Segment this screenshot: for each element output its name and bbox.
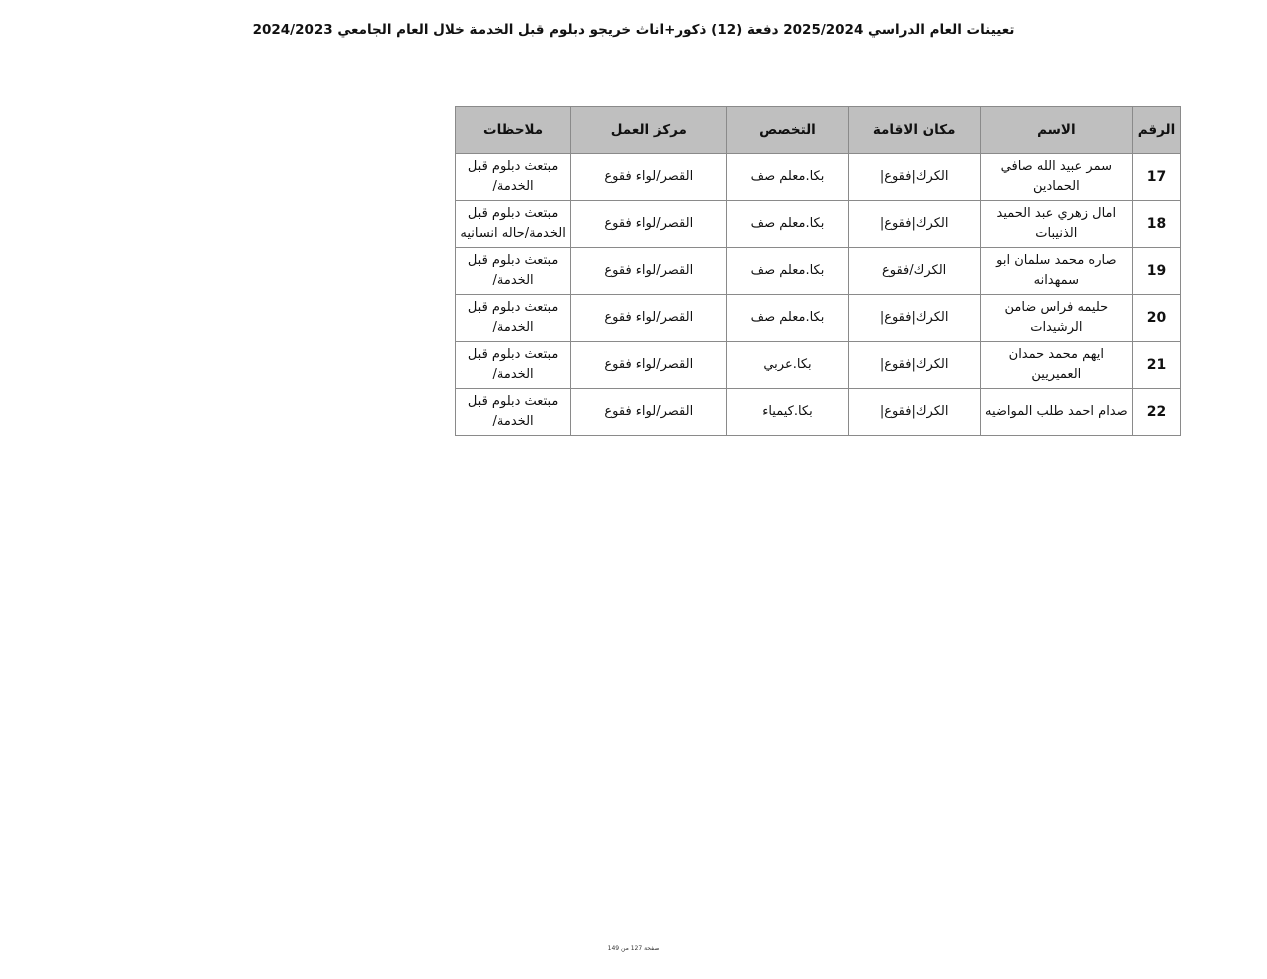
cell-workplace: القصر/لواء فقوع [571,295,727,342]
cell-specialty: بكا.معلم صف [727,201,848,248]
cell-residence: الكرك|فقوع| [848,154,980,201]
page-number-footer: صفحة 127 من 149 [607,945,660,952]
cell-workplace: القصر/لواء فقوع [571,389,727,436]
cell-residence: الكرك|فقوع| [848,295,980,342]
cell-notes: مبتعث دبلوم قبل الخدمة/حاله انسانيه [456,201,571,248]
header-workplace: مركز العمل [571,107,727,154]
cell-workplace: القصر/لواء فقوع [571,201,727,248]
cell-number: 22 [1132,389,1180,436]
cell-number: 21 [1132,342,1180,389]
header-notes: ملاحظات [456,107,571,154]
cell-notes: مبتعث دبلوم قبل الخدمة/ [456,342,571,389]
cell-workplace: القصر/لواء فقوع [571,342,727,389]
table-row [456,154,1181,201]
cell-notes: مبتعث دبلوم قبل الخدمة/ [456,248,571,295]
cell-specialty: بكا.كيمياء [727,389,848,436]
cell-notes: مبتعث دبلوم قبل الخدمة/ [456,295,571,342]
cell-workplace: القصر/لواء فقوع [571,154,727,201]
appointments-table [455,106,1181,436]
cell-name: صدام احمد طلب المواضيه [980,389,1132,436]
cell-specialty: بكا.معلم صف [727,154,848,201]
table-row [456,201,1181,248]
cell-workplace: القصر/لواء فقوع [571,248,727,295]
header-specialty: التخصص [727,107,848,154]
cell-number: 18 [1132,201,1180,248]
cell-number: 19 [1132,248,1180,295]
cell-specialty: بكا.عربي [727,342,848,389]
cell-number: 17 [1132,154,1180,201]
cell-name: صاره محمد سلمان ابو سمهدانه [980,248,1132,295]
cell-specialty: بكا.معلم صف [727,248,848,295]
cell-name: ايهم محمد حمدان العميريين [980,342,1132,389]
table-row [456,389,1181,436]
cell-name: امال زهري عبد الحميد الذنيبات [980,201,1132,248]
cell-name: حليمه فراس ضامن الرشيدات [980,295,1132,342]
table-row [456,295,1181,342]
header-residence: مكان الاقامة [848,107,980,154]
table-header-row [456,107,1181,154]
cell-specialty: بكا.معلم صف [727,295,848,342]
cell-number: 20 [1132,295,1180,342]
header-name: الاسم [980,107,1132,154]
cell-residence: الكرك|فقوع| [848,389,980,436]
cell-residence: الكرك|فقوع| [848,201,980,248]
cell-name: سمر عبيد الله صافي الحمادين [980,154,1132,201]
table-row [456,248,1181,295]
cell-notes: مبتعث دبلوم قبل الخدمة/ [456,154,571,201]
page-title: تعيينات العام الدراسي 2025/2024 دفعة (12) ذكور+اناث خريجو دبلوم قبل الخدمة خلال العام الجامعي 2024/2023 [252,22,1015,38]
table-row [456,342,1181,389]
cell-notes: مبتعث دبلوم قبل الخدمة/ [456,389,571,436]
header-number: الرقم [1132,107,1180,154]
cell-residence: الكرك|فقوع| [848,342,980,389]
cell-residence: الكرك/فقوع [848,248,980,295]
